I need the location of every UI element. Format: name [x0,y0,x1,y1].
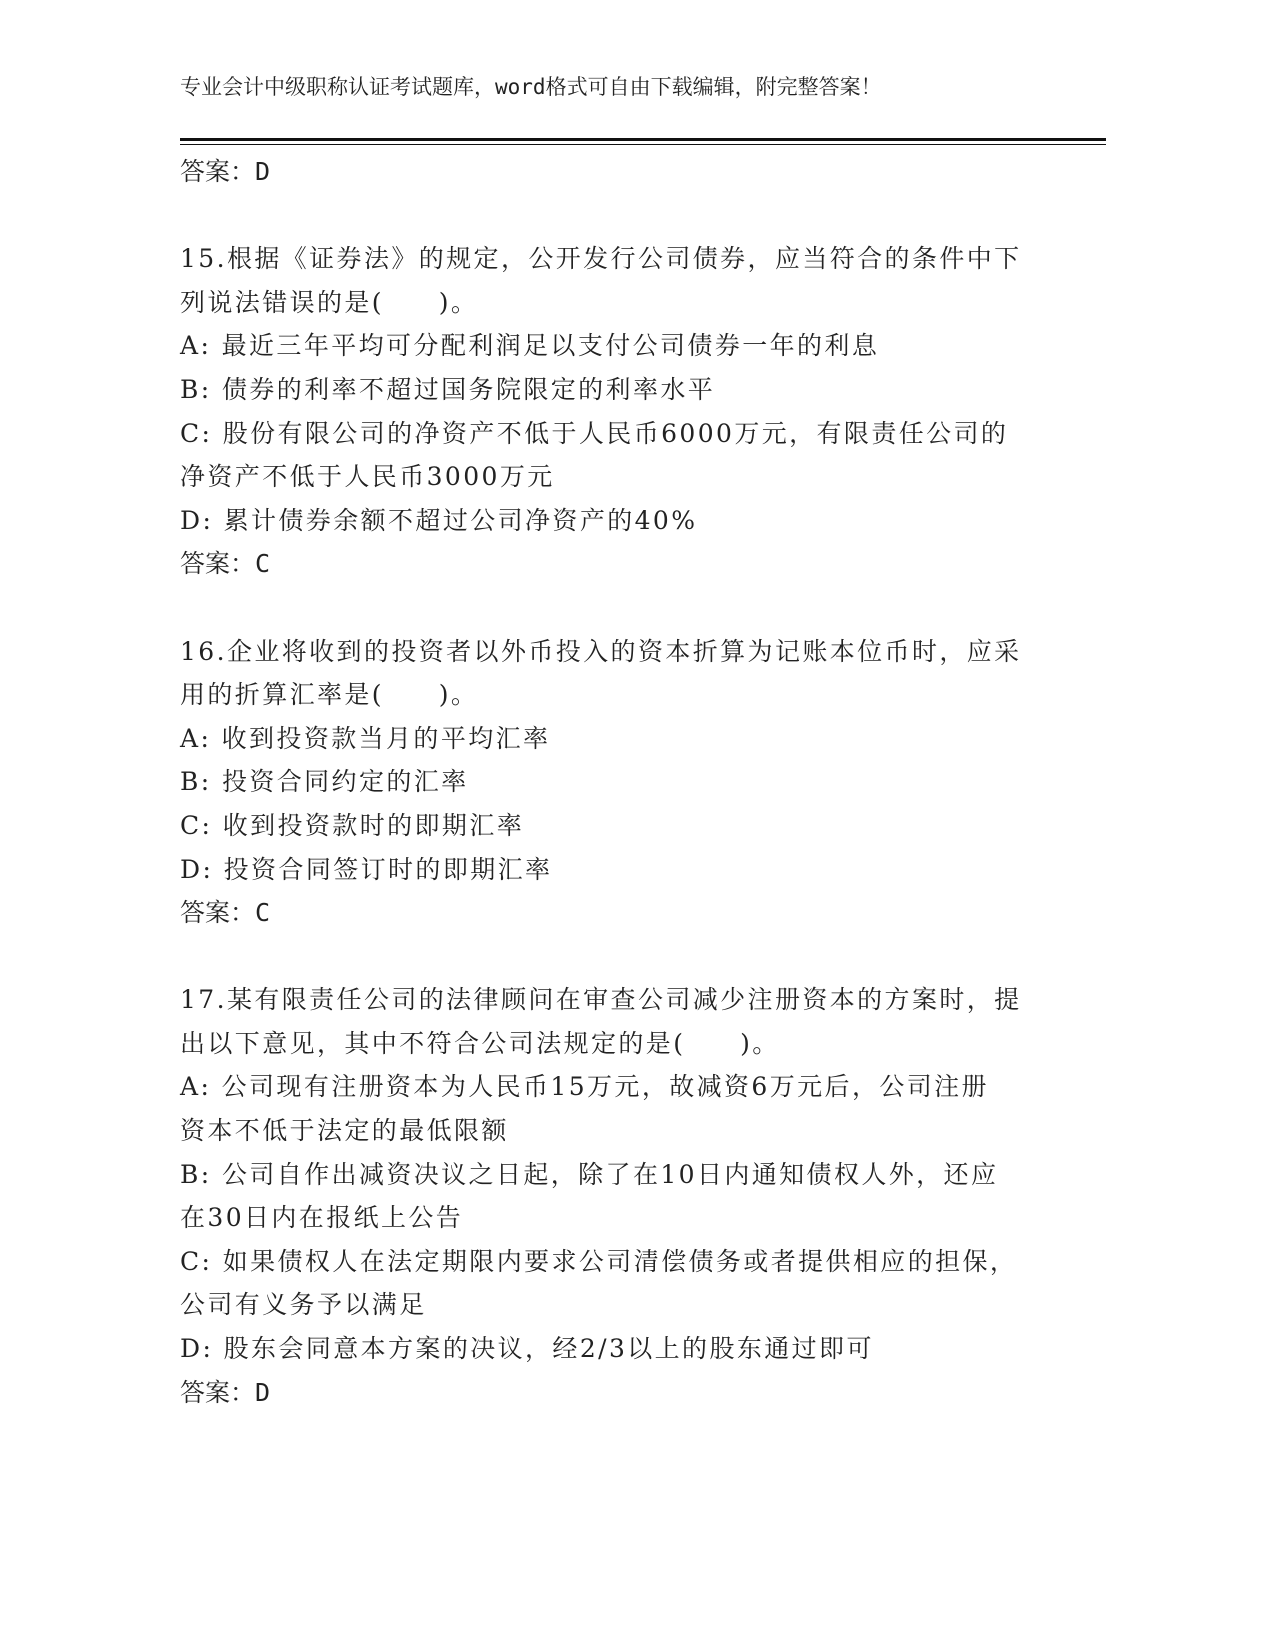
option-c-continued: 净资产不低于人民币3000万元 [180,462,555,492]
question-stem-line: 16.企业将收到的投资者以外币投入的资本折算为记账本位币时，应采 [180,636,1022,666]
document-body [180,150,1060,1414]
question-stem-line: 出以下意见，其中不符合公司法规定的是( )。 [180,1028,780,1058]
question-stem-line: 17.某有限责任公司的法律顾问在审查公司减少注册资本的方案时，提 [180,985,1022,1015]
spacer [180,194,1060,238]
spacer [180,935,1060,979]
page-header: 专业会计中级职称认证考试题库，word格式可自由下载编辑，附完整答案！ [180,75,882,99]
question-15 [180,237,1060,586]
option-b-continued: 在30日内在报纸上公告 [180,1203,464,1233]
answer: 答案：D [180,1377,271,1407]
option-b: B: 公司自作出减资决议之日起，除了在10日内通知债权人外，还应 [180,1159,999,1189]
option-c: C: 收到投资款时的即期汇率 [180,810,525,840]
option-a-continued: 资本不低于法定的最低限额 [180,1116,509,1146]
option-c: C: 如果债权人在法定期限内要求公司清偿债务或者提供相应的担保， [180,1246,1018,1276]
question-17 [180,978,1060,1414]
option-a: A: 收到投资款当月的平均汇率 [180,723,551,753]
answer: 答案：C [180,549,271,579]
question-stem-line: 用的折算汇率是( )。 [180,680,479,710]
option-d: D: 累计债券余额不超过公司净资产的40% [180,505,698,535]
question-16 [180,630,1060,935]
question-stem-line: 15.根据《证券法》的规定，公开发行公司债券，应当符合的条件中下 [180,244,1022,274]
option-c-continued: 公司有义务予以满足 [180,1290,427,1320]
previous-answer: 答案：D [180,157,271,186]
option-c: C: 股份有限公司的净资产不低于人民币6000万元，有限责任公司的 [180,418,1009,448]
question-stem-line: 列说法错误的是( )。 [180,287,479,317]
option-b: B: 投资合同约定的汇率 [180,767,469,797]
option-a: A: 公司现有注册资本为人民币15万元，故减资6万元后，公司注册 [180,1072,989,1102]
header-rule [180,138,1106,141]
option-a: A: 最近三年平均可分配利润足以支付公司债券一年的利息 [180,331,880,361]
spacer [180,586,1060,630]
option-d: D: 股东会同意本方案的决议，经2/3以上的股东通过即可 [180,1334,874,1364]
header-rule-thin [180,144,1106,145]
answer: 答案：C [180,898,271,928]
option-d: D: 投资合同签订时的即期汇率 [180,854,553,884]
option-b: B: 债券的利率不超过国务院限定的利率水平 [180,374,716,404]
